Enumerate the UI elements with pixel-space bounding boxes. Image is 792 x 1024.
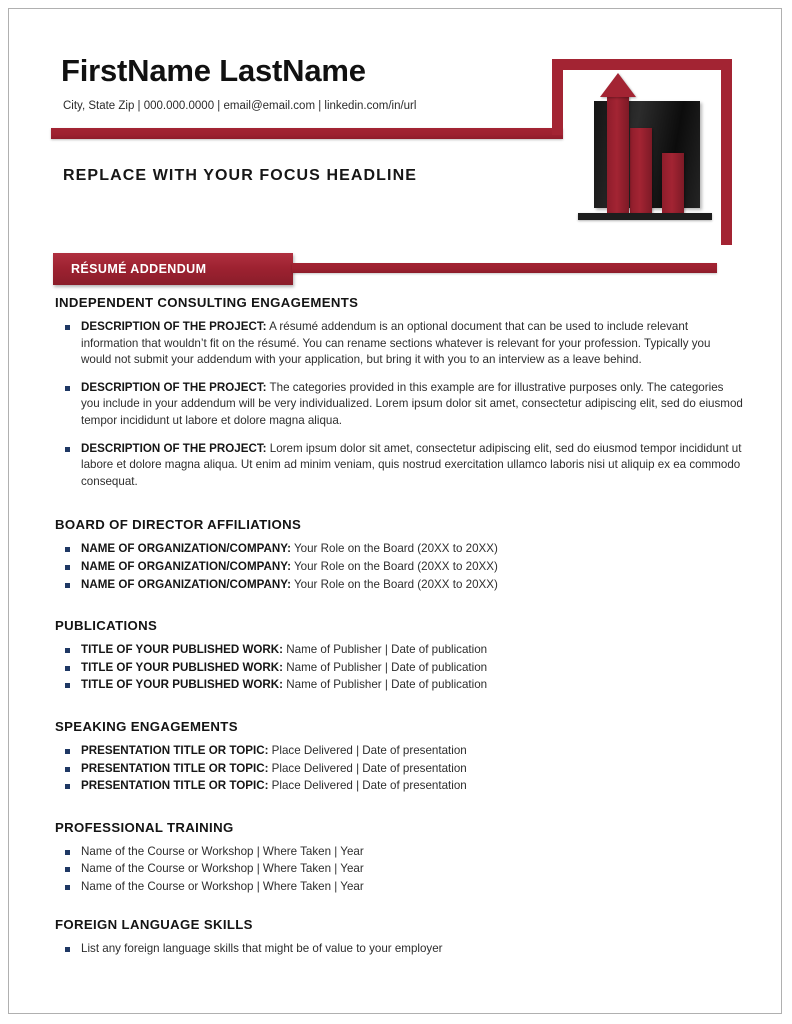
list-item xyxy=(9,380,782,430)
list-item xyxy=(9,577,782,594)
bullet-list xyxy=(9,541,782,593)
list-item-lead: NAME OF ORGANIZATION/COMPANY: xyxy=(81,559,291,573)
up-arrow-shaft xyxy=(607,89,629,217)
list-item-text: Name of the Course or Workshop | Where Taken | Year xyxy=(81,844,364,858)
list-item-text: Lorem ipsum dolor sit amet, consectetur adipiscing elit, sed do eiusmod tempor incididunt ut labore et dolore magna aliqua. Ut enim ad minim veniam, quis nostrud exercitation ullamco laboris nisi ut aliquip ex ea commodo consequat. xyxy=(81,441,742,488)
section-heading: INDEPENDENT CONSULTING ENGAGEMENTS xyxy=(55,295,359,310)
list-item xyxy=(9,660,782,677)
list-item-lead: DESCRIPTION OF THE PROJECT: xyxy=(81,320,267,333)
section-heading: PUBLICATIONS xyxy=(55,618,158,634)
list-item-lead: DESCRIPTION OF THE PROJECT: xyxy=(81,441,267,455)
list-item-text: Place Delivered | Date of presentation xyxy=(268,779,467,793)
list-item-lead: PRESENTATION TITLE OR TOPIC: xyxy=(81,779,269,793)
list-item-text: Your Role on the Board (20XX to 20XX) xyxy=(290,577,498,591)
chart-bar-3 xyxy=(662,153,684,217)
list-item xyxy=(9,677,782,694)
list-item-lead: TITLE OF YOUR PUBLISHED WORK: xyxy=(81,678,284,692)
section-heading: PROFESSIONAL TRAINING xyxy=(55,819,234,835)
list-item-text: Name of Publisher | Date of publication xyxy=(283,643,488,657)
header-red-rule xyxy=(51,128,563,139)
corner-bracket-left xyxy=(552,59,563,135)
list-item xyxy=(9,844,782,861)
document-section xyxy=(9,917,782,958)
bullet-list xyxy=(9,743,782,795)
list-item-lead: PRESENTATION TITLE OR TOPIC: xyxy=(81,761,269,775)
list-item-text: Name of the Course or Workshop | Where Taken | Year xyxy=(81,862,364,876)
list-item-lead: DESCRIPTION OF THE PROJECT: xyxy=(81,380,267,394)
corner-bracket-right xyxy=(721,59,732,245)
section-spacer xyxy=(9,490,782,517)
list-item xyxy=(9,743,782,760)
contact-line: City, State Zip | 000.000.0000 | email@email.com | linkedin.com/in/url xyxy=(63,100,417,112)
list-item-text: List any foreign language skills that might be of value to your employer xyxy=(81,942,443,956)
section-banner xyxy=(53,253,293,285)
list-item-text: Your Role on the Board (20XX to 20XX) xyxy=(290,559,498,573)
document-section xyxy=(9,295,782,490)
list-item-text: A résumé addendum is an optional document that can be used to include relevant information that wouldn’t fit on the résumé. You can rename sections whatever is relevant for your profession. Typically you would not submit your addendum with your application, but bring it with you to an interview as a leave behind. xyxy=(81,320,711,367)
list-item xyxy=(9,879,782,896)
document-body xyxy=(9,295,782,959)
section-heading: SPEAKING ENGAGEMENTS xyxy=(55,718,238,734)
list-item-text: Name of Publisher | Date of publication xyxy=(283,678,488,692)
section-heading: FOREIGN LANGUAGE SKILLS xyxy=(55,917,253,933)
list-item xyxy=(9,541,782,558)
list-item-text: The categories provided in this example are for illustrative purposes only. The categories you include in your addendum will be very individualized. Lorem ipsum dolor sit amet, consectetur adipiscing elit, sed do eiusmod tempor incididunt ut labore et dolore magna aliqua. xyxy=(81,380,743,427)
document-section xyxy=(9,618,782,694)
chart-bar-2 xyxy=(630,128,652,217)
up-arrow-head-icon xyxy=(600,73,636,97)
list-item xyxy=(9,941,782,958)
chart-baseline xyxy=(578,213,712,220)
resume-addendum-page xyxy=(8,8,782,1014)
list-item-lead: TITLE OF YOUR PUBLISHED WORK: xyxy=(81,660,284,674)
bullet-list xyxy=(9,844,782,896)
focus-headline: REPLACE WITH YOUR FOCUS HEADLINE xyxy=(63,167,418,184)
bar-chart-growth-arrow-icon xyxy=(574,71,714,221)
list-item xyxy=(9,559,782,576)
list-item-text: Your Role on the Board (20XX to 20XX) xyxy=(290,542,498,556)
list-item-text: Name of the Course or Workshop | Where Taken | Year xyxy=(81,879,364,893)
section-spacer xyxy=(9,796,782,820)
list-item xyxy=(9,778,782,795)
document-section xyxy=(9,719,782,795)
bullet-list xyxy=(9,941,782,958)
list-item xyxy=(9,861,782,878)
list-item-lead: TITLE OF YOUR PUBLISHED WORK: xyxy=(81,643,284,657)
section-heading: BOARD OF DIRECTOR AFFILIATIONS xyxy=(55,517,302,533)
page-title: FirstName LastName xyxy=(61,53,366,88)
list-item xyxy=(9,441,782,491)
list-item-lead: PRESENTATION TITLE OR TOPIC: xyxy=(81,743,269,757)
bullet-list xyxy=(9,319,782,490)
section-spacer xyxy=(9,594,782,618)
list-item-text: Name of Publisher | Date of publication xyxy=(283,660,488,674)
section-banner-tail xyxy=(292,263,717,273)
list-item xyxy=(9,319,782,369)
bullet-list xyxy=(9,642,782,694)
list-item-text: Place Delivered | Date of presentation xyxy=(268,761,467,775)
list-item xyxy=(9,761,782,778)
list-item-lead: NAME OF ORGANIZATION/COMPANY: xyxy=(81,577,291,591)
document-section xyxy=(9,820,782,896)
section-banner-label: RÉSUMÉ ADDENDUM xyxy=(71,262,207,276)
list-item xyxy=(9,642,782,659)
list-item-text: Place Delivered | Date of presentation xyxy=(268,743,467,757)
document-section xyxy=(9,517,782,593)
corner-bracket-top xyxy=(552,59,732,70)
list-item-lead: NAME OF ORGANIZATION/COMPANY: xyxy=(81,542,291,556)
section-spacer xyxy=(9,896,782,917)
section-spacer xyxy=(9,695,782,719)
